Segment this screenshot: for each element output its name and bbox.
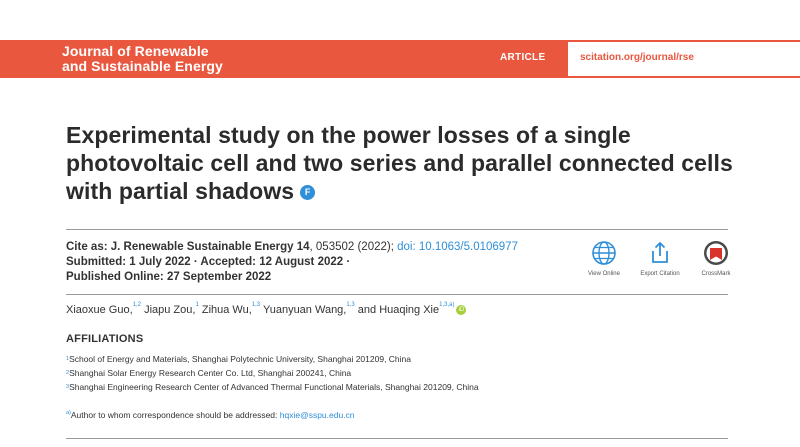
featured-badge-icon[interactable]: F (300, 185, 315, 200)
affiliation-item (66, 352, 479, 366)
view-online-button[interactable] (579, 240, 629, 277)
bottom-divider (66, 438, 728, 439)
author-affil-sup: 1,3 (251, 302, 261, 308)
site-url-box (568, 42, 800, 76)
crossmark-button[interactable] (691, 240, 741, 277)
author-affil-sup: 1,3 (346, 302, 355, 308)
affiliations-heading: AFFILIATIONS (66, 333, 144, 345)
export-citation-label: Export Citation (640, 271, 680, 277)
affiliation-item (66, 366, 479, 380)
author-affil-sup: 1,2 (132, 302, 141, 308)
export-citation-button[interactable] (635, 240, 685, 277)
author-name[interactable]: Zihua Wu, (201, 304, 252, 316)
author-name[interactable]: Xiaoxue Guo, (66, 304, 133, 316)
affiliation-sup: 3 (66, 384, 70, 390)
author-affil-sup: 1 (195, 302, 199, 308)
top-divider (66, 229, 728, 230)
cite-volume: 14 (296, 241, 310, 253)
crossmark-label: CrossMark (701, 271, 731, 277)
correspondence-text: Author to whom correspondence should be addressed: (70, 410, 280, 420)
cite-prefix: Cite as: J. Renewable Sustainable Energy (66, 241, 297, 253)
affiliation-item (66, 380, 479, 394)
citation-block (66, 240, 566, 285)
affiliation-text: School of Energy and Materials, Shanghai Polytechnic University, Shanghai 201209, China (69, 354, 412, 364)
author-list (66, 304, 466, 316)
affiliation-text: Shanghai Engineering Research Center of Advanced Thermal Functional Materials, Shanghai 201209, China (69, 382, 479, 392)
orcid-icon[interactable]: iD (456, 305, 466, 315)
site-url-link[interactable]: scitation.org/journal/rse (580, 52, 694, 63)
published-line: Published Online: 27 September 2022 (66, 271, 272, 283)
article-title-text: Experimental study on the power losses of a single photovoltaic cell and two series and parallel connected cells with partial shadows (66, 122, 733, 204)
correspondence-note (66, 410, 355, 420)
view-online-label: View Online (588, 271, 620, 277)
citation-line (66, 240, 566, 255)
journal-name[interactable]: Journal of Renewable and Sustainable Energy (62, 43, 223, 74)
author-affil-sup: 1,3,a) (439, 302, 455, 308)
author-name[interactable]: Jiapu Zou, (144, 304, 196, 316)
affiliation-text: Shanghai Solar Energy Research Center Co. Ltd, Shanghai 200241, China (69, 368, 352, 378)
article-title (66, 121, 746, 205)
author-name[interactable]: Yuanyuan Wang, (262, 304, 347, 316)
cite-rest: , 053502 (2022); (309, 241, 398, 253)
article-type-label: ARTICLE (500, 52, 546, 63)
affiliation-sup: 1 (66, 356, 70, 362)
affiliation-sup: 2 (66, 370, 70, 376)
crossmark-icon (703, 240, 729, 266)
author-name[interactable]: and Huaqing Xie (357, 304, 440, 316)
globe-icon (591, 240, 617, 266)
journal-header (0, 40, 800, 78)
middle-divider (66, 294, 728, 295)
submitted-line: Submitted: 1 July 2022 · Accepted: 12 August 2022 · (66, 256, 351, 268)
correspondence-email-link[interactable]: hqxie@sspu.edu.cn (279, 410, 355, 420)
correspondence-sup: a) (66, 410, 71, 416)
doi-link[interactable]: doi: 10.1063/5.0106977 (397, 241, 518, 253)
share-icon (647, 240, 673, 266)
affiliation-list (66, 352, 479, 394)
